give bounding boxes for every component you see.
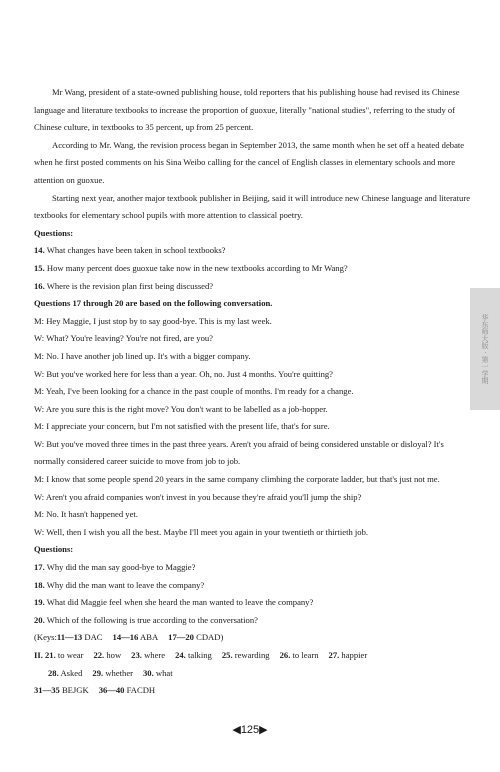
dialogue-line: M: No. It hasn't happened yet.	[34, 509, 138, 520]
question-14: 14. What changes have been taken in school textbooks?	[34, 245, 226, 256]
dialogue-line: W: Aren't you afraid companies won't invest in you because they're afraid you'll jump the ship?	[34, 491, 362, 502]
question-17: 17. Why did the man say good-bye to Maggie?	[34, 562, 196, 573]
dialogue-line: M: I appreciate your concern, but I'm not satisfied with the present life, that's for sure.	[34, 421, 330, 432]
page-next-arrow-icon: ▶	[259, 724, 268, 736]
questions-heading-1: Questions:	[34, 227, 74, 238]
keys-line-1: (Keys:11—13 DAC 14—16 ABA 17—20 CDAD)	[34, 632, 224, 643]
document-page	[34, 84, 470, 700]
dialogue-line: W: What? You're leaving? You're not fired, are you?	[34, 333, 213, 344]
page-number	[0, 723, 500, 736]
question-18: 18. Why did the man want to leave the company?	[34, 579, 205, 590]
questions-heading-2: Questions:	[34, 544, 74, 555]
dialogue-line: M: Hey Maggie, I just stop by to say good-bye. This is my last week.	[34, 315, 272, 326]
paragraph-2: According to Mr. Wang, the revision process began in September 2013, the same month when he set off a heated debate when he first posted comments on his Sina Weibo calling for the cancel of English classes in elementary schools and more attention on guoxue.	[34, 139, 465, 185]
dialogue-line: W: But you've moved three times in the past three years. Aren't you afraid of being considered unstable or disloyal? It's normally considered career suicide to move from job to job.	[34, 438, 444, 467]
dialogue-line: W: Are you sure this is the right move? You don't want to be labelled as a job-hopper.	[34, 403, 328, 414]
question-20: 20. Which of the following is true according to the conversation?	[34, 614, 258, 625]
dialogue-line: M: No. I have another job lined up. It's with a bigger company.	[34, 350, 251, 361]
dialogue-line: W: But you've worked here for less than a year. Oh, no. Just 4 months. You're quitting?	[34, 368, 333, 379]
page-prev-arrow-icon: ◀	[232, 724, 241, 736]
keys-line-2: II. 21. to wear 22. how 23. where 24. talking 25. rewarding 26. to learn 27. happier	[34, 650, 368, 660]
dialogue-line: W: Well, then I wish you all the best. Maybe I'll meet you again in your twentieth or thirtieth job.	[34, 526, 369, 537]
question-16: 16. Where is the revision plan first being discussed?	[34, 280, 214, 291]
question-19: 19. What did Maggie feel when she heard the man wanted to leave the company?	[34, 597, 314, 608]
dialogue-line: M: Yeah, I've been looking for a chance in the past couple of months. I'm ready for a change.	[34, 386, 354, 397]
side-tab-text: 华东师大版 · 第一学期	[481, 314, 489, 384]
page-number-text: 125	[240, 724, 260, 736]
keys-line-3: 28. Asked 29. whether 30. what	[48, 667, 173, 678]
paragraph-1: Mr Wang, president of a state-owned publishing house, told reporters that his publishing house had revised its Chinese language and literature textbooks to increase the proportion of guoxue, literally "national studies", referring to the study of Chinese culture, in textbooks to 35 percent, up from 25 percent.	[34, 87, 460, 133]
keys-line-4: 31—35 BEJGK 36—40 FACDH	[34, 685, 156, 696]
conversation-heading: Questions 17 through 20 are based on the following conversation.	[34, 298, 273, 309]
side-tab	[470, 288, 500, 410]
paragraph-3: Starting next year, another major textbook publisher in Beijing, said it will introduce new Chinese language and literature textbooks for elementary school pupils with more attention to classical poetry.	[34, 192, 471, 221]
dialogue-line: M: I know that some people spend 20 years in the same company climbing the corporate ladder, but that's just not me.	[34, 474, 440, 485]
question-15: 15. How many percent does guoxue take now in the new textbooks according to Mr Wang?	[34, 262, 348, 273]
